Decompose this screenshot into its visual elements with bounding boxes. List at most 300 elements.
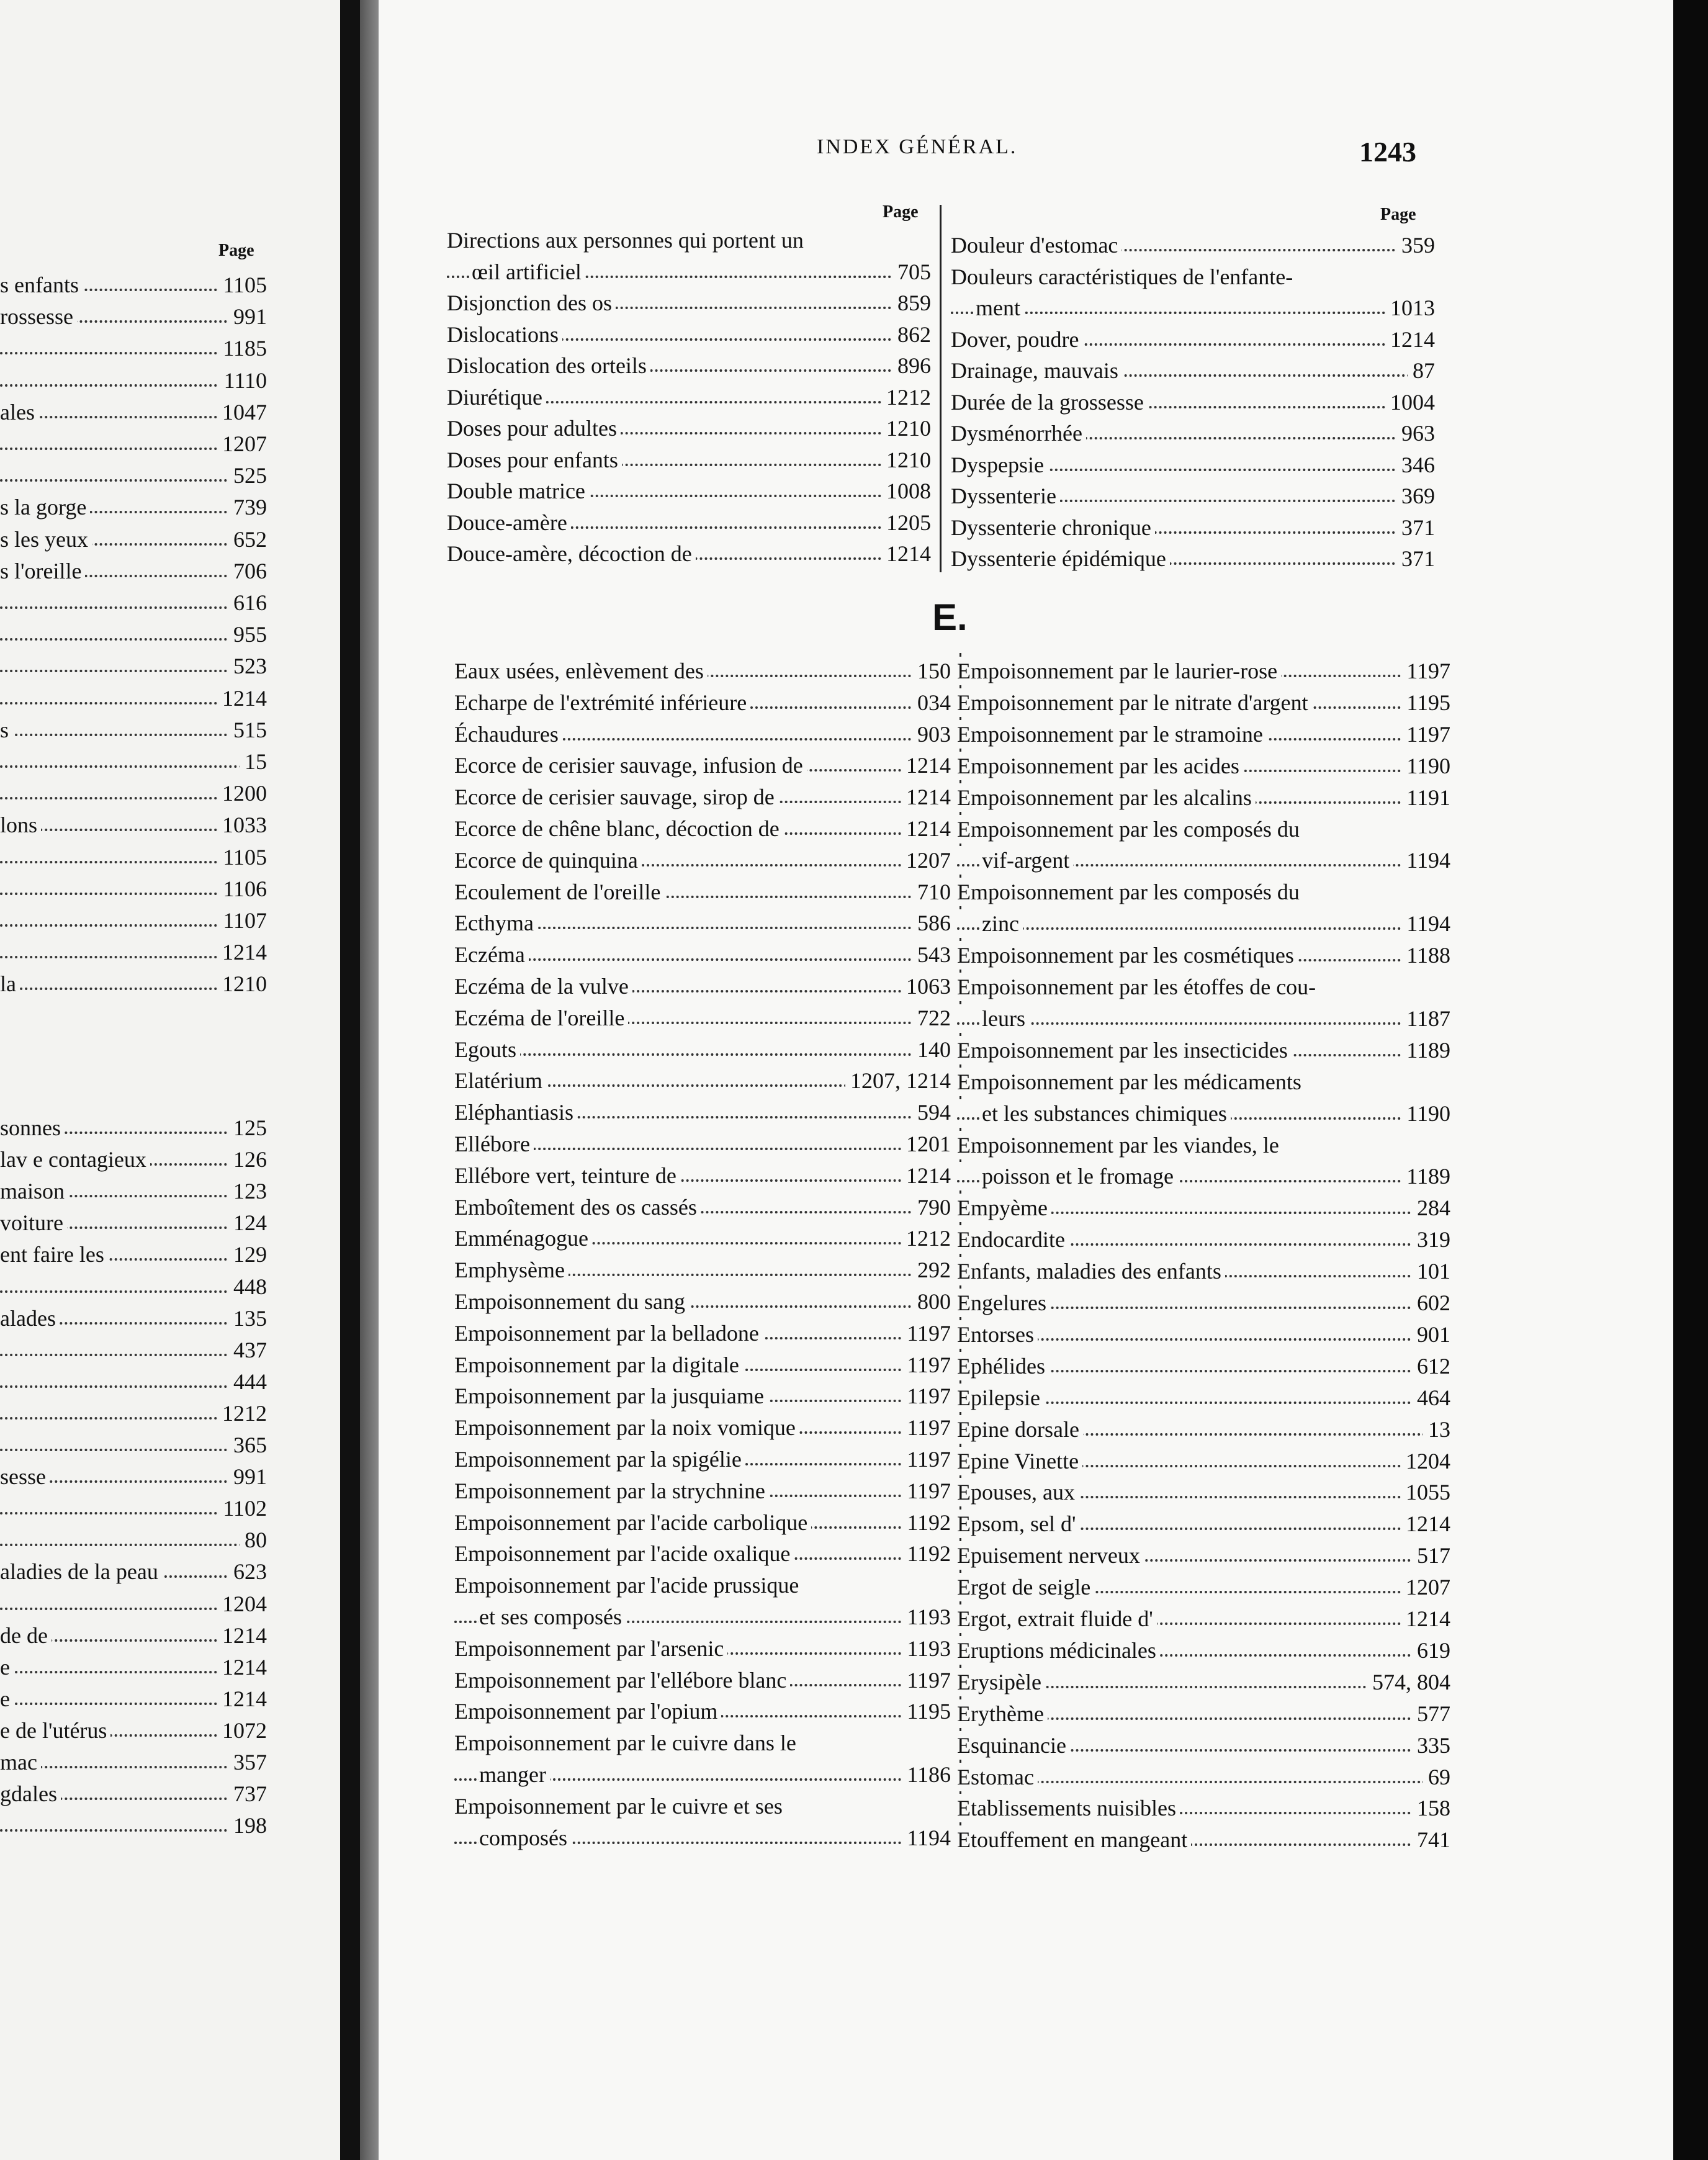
entry-page: 371 (1396, 544, 1435, 573)
entry-page: 1207 (1401, 1573, 1450, 1601)
entry-label: Eczéma (454, 940, 529, 969)
index-entry (447, 383, 931, 412)
entry-page: 448 (228, 1272, 267, 1301)
index-entry (454, 1098, 951, 1127)
entry-label: Empoisonnement par les médicaments (957, 1068, 1305, 1096)
entry-page: 101 (1412, 1257, 1450, 1285)
index-entry (951, 513, 1435, 542)
entry-label: Eléphantiasis (454, 1098, 577, 1127)
entry-page: 69 (1423, 1763, 1450, 1791)
index-entry (447, 289, 931, 317)
index-entry (454, 814, 951, 843)
index-entry (454, 1161, 951, 1190)
entry-label: Ellébore vert, teinture de (454, 1161, 680, 1190)
entry-page: 1194 (1401, 846, 1450, 875)
entry-label: Etablissements nuisibles (957, 1794, 1180, 1822)
index-entry (0, 1208, 267, 1237)
entry-page: 1210 (217, 970, 267, 998)
entry-page: 1105 (218, 271, 267, 299)
entry-label: Dover, poudre (951, 325, 1083, 354)
entry-label: Dyssenterie épidémique (951, 544, 1170, 573)
dot-leader (957, 1022, 1450, 1025)
index-entry (0, 461, 267, 490)
index-entry (0, 620, 267, 649)
entry-label: Echarpe de l'extrémité inférieure (454, 688, 750, 717)
entry-page: 722 (912, 1004, 951, 1032)
entry-label: Ecorce de cerisier sauvage, infusion de (454, 751, 807, 780)
entry-label: Double matrice (447, 477, 589, 505)
entry-page: 365 (228, 1431, 267, 1459)
entry-page: 1055 (1401, 1478, 1450, 1506)
entry-label: s la gorge (0, 493, 90, 521)
entry-page: 357 (228, 1748, 267, 1776)
entry-label: Empoisonnement par le cuivre et ses (454, 1792, 786, 1820)
entry-label: s (0, 716, 12, 744)
entry-page: 1197 (902, 1413, 951, 1442)
index-entry (447, 320, 931, 349)
entry-label: Empoisonnement par le stramoine (957, 720, 1267, 749)
entry-label: Ellébore (454, 1130, 534, 1158)
index-entry (454, 846, 951, 875)
entry-page: 1197 (902, 1382, 951, 1410)
entry-page: 1192 (902, 1539, 951, 1568)
index-entry (454, 1224, 951, 1253)
entry-label: Empoisonnement par l'ellébore blanc (454, 1666, 790, 1694)
index-entry (957, 1415, 1450, 1444)
entry-label: ment (976, 294, 1024, 322)
index-entry (454, 1729, 951, 1757)
entry-label: alades (0, 1304, 60, 1333)
index-entry (454, 1319, 951, 1348)
dot-leader (0, 479, 267, 482)
entry-page: 1214 (901, 814, 951, 843)
entry-page: 1212 (217, 1399, 267, 1428)
entry-label: mac (0, 1748, 41, 1776)
entry-page: 292 (912, 1256, 951, 1284)
entry-page: 346 (1396, 451, 1435, 479)
entry-page: 1107 (218, 906, 267, 935)
dot-leader (0, 1829, 267, 1832)
entry-page: 1193 (902, 1634, 951, 1663)
entry-label: Epine Vinette (957, 1447, 1082, 1475)
index-entry (0, 1336, 267, 1364)
dot-leader (0, 1385, 267, 1388)
index-entry (0, 271, 267, 299)
index-entry (454, 1760, 951, 1789)
page-number: 1243 (1359, 136, 1416, 168)
entry-label: Empoisonnement par les viandes, le (957, 1131, 1283, 1159)
index-entry (447, 446, 931, 474)
left-page (0, 0, 340, 2160)
index-entry (454, 1256, 951, 1284)
index-entry (0, 1590, 267, 1618)
entry-label: Endocardite (957, 1225, 1069, 1254)
entry-page: 150 (912, 657, 951, 685)
entry-page: 126 (228, 1145, 267, 1174)
index-entry (454, 1539, 951, 1568)
entry-label: Empoisonnement par les acides (957, 752, 1243, 780)
entry-page: 335 (1412, 1731, 1450, 1760)
entry-page: 1191 (1401, 783, 1450, 812)
dot-leader (454, 958, 951, 961)
index-entry (454, 1066, 951, 1095)
index-entry (0, 1653, 267, 1681)
dot-leader (0, 638, 267, 641)
entry-label: composés (479, 1824, 571, 1852)
entry-label: Durée de la grossesse (951, 388, 1148, 416)
index-entry (957, 909, 1450, 938)
dot-leader (0, 1354, 267, 1356)
index-entry (0, 716, 267, 744)
entry-page: 1207 (901, 846, 951, 875)
index-entry (0, 684, 267, 713)
entry-label: Empoisonnement par la digitale (454, 1351, 743, 1379)
entry-page: 1106 (218, 875, 267, 903)
index-entry (454, 688, 951, 717)
index-entry (454, 1445, 951, 1474)
index-entry (0, 525, 267, 554)
entry-label: Empoisonnement par la spigélie (454, 1445, 745, 1474)
entry-label: s enfants (0, 271, 83, 299)
entry-page: 991 (228, 1462, 267, 1491)
entry-page: 1197 (902, 1477, 951, 1505)
entry-label: leurs (982, 1004, 1029, 1033)
index-entry (447, 539, 931, 568)
entry-label: voiture (0, 1208, 67, 1237)
index-entry (0, 1748, 267, 1776)
index-entry (957, 1352, 1450, 1380)
section-letter-e: E. (932, 596, 968, 638)
index-entry (454, 1193, 951, 1222)
entry-page: 034 (912, 688, 951, 717)
dot-leader (0, 670, 267, 672)
dot-leader (454, 1053, 951, 1056)
index-entry (447, 351, 931, 380)
index-entry (0, 588, 267, 617)
entry-page: 1204 (1401, 1447, 1450, 1475)
entry-page: 710 (912, 878, 951, 906)
index-entry (957, 1541, 1450, 1570)
entry-page: 1214 (901, 751, 951, 780)
index-entry (454, 1508, 951, 1537)
entry-label: Eczéma de la vulve (454, 972, 632, 1001)
entry-label: Empoisonnement par l'arsenic (454, 1634, 727, 1663)
index-entry (957, 1131, 1450, 1159)
index-entry (957, 1794, 1450, 1822)
index-entry (957, 1036, 1450, 1064)
entry-page: 1207 (217, 430, 267, 458)
entry-label: et les substances chimiques (982, 1099, 1231, 1128)
entry-label: maison (0, 1177, 68, 1205)
entry-label: Emphysème (454, 1256, 569, 1284)
entry-label: Disjonction des os (447, 289, 616, 317)
entry-page: 1102 (218, 1494, 267, 1523)
index-entry (0, 1494, 267, 1523)
entry-page: 1192 (902, 1508, 951, 1537)
entry-page: 319 (1412, 1225, 1450, 1254)
entry-label: Ecorce de chêne blanc, décoction de (454, 814, 783, 843)
entry-label: Empoisonnement par l'acide prussique (454, 1571, 802, 1600)
index-entry (0, 1557, 267, 1586)
entry-label: Empoisonnement par les étoffes de cou- (957, 973, 1319, 1001)
index-entry (0, 1462, 267, 1491)
index-entry (957, 688, 1450, 717)
entry-page: 737 (228, 1780, 267, 1808)
entry-label: Erysipèle (957, 1668, 1045, 1696)
index-entry (951, 388, 1435, 416)
entry-page: 623 (228, 1557, 267, 1586)
index-entry (951, 419, 1435, 448)
entry-page: 437 (228, 1336, 267, 1364)
entry-page: 124 (228, 1208, 267, 1237)
index-entry (951, 451, 1435, 479)
entry-label: Empoisonnement par le laurier-rose (957, 657, 1281, 685)
dot-leader (957, 927, 1450, 930)
entry-page: 963 (1396, 419, 1435, 448)
entry-page: 1214 (1385, 325, 1435, 354)
entry-label: e (0, 1653, 14, 1681)
index-entry (0, 302, 267, 331)
entry-label: Eczéma de l'oreille (454, 1004, 628, 1032)
entry-label: Epilepsie (957, 1384, 1044, 1412)
entry-page: 87 (1408, 356, 1435, 385)
dot-leader (0, 606, 267, 609)
index-entry (0, 557, 267, 585)
entry-page: 1214 (901, 1161, 951, 1190)
entry-page: 991 (228, 302, 267, 331)
d-right-page-label: Page (1380, 205, 1416, 224)
index-entry (957, 1289, 1450, 1317)
entry-label: Ephélides (957, 1352, 1049, 1380)
index-entry (454, 1571, 951, 1600)
dot-leader (0, 1290, 267, 1293)
index-entry (957, 1510, 1450, 1538)
entry-page: 158 (1412, 1794, 1450, 1822)
entry-label: Diurétique (447, 383, 546, 412)
entry-label: s l'oreille (0, 557, 85, 585)
entry-page: 15 (240, 747, 267, 776)
entry-page: 369 (1396, 482, 1435, 510)
entry-page: 1193 (902, 1603, 951, 1631)
entry-page: 1194 (1401, 909, 1450, 938)
entry-label: Dyssenterie (951, 482, 1060, 510)
entry-page: 1214 (901, 783, 951, 811)
index-entry (957, 1162, 1450, 1190)
entry-label: Epouses, aux (957, 1478, 1079, 1506)
book-gutter (340, 0, 360, 2160)
entry-label: Ecorce de quinquina (454, 846, 642, 875)
entry-label: e de l'utérus (0, 1716, 110, 1745)
entry-label: Empoisonnement du sang (454, 1287, 689, 1316)
right-edge (1673, 0, 1708, 2160)
entry-page: 1008 (881, 477, 931, 505)
index-entry (957, 1320, 1450, 1349)
entry-page: 135 (228, 1304, 267, 1333)
entry-page: 198 (228, 1811, 267, 1840)
entry-page: 741 (1412, 1825, 1450, 1854)
entry-page: 896 (892, 351, 931, 380)
index-entry (454, 783, 951, 811)
index-entry (951, 325, 1435, 354)
entry-page: 1212 (901, 1224, 951, 1253)
index-entry (0, 1431, 267, 1459)
entry-page: 1189 (1401, 1036, 1450, 1064)
entry-page: 1201 (901, 1130, 951, 1158)
index-entry (957, 1668, 1450, 1696)
entry-page: 602 (1412, 1289, 1450, 1317)
entry-page: 859 (892, 289, 931, 317)
entry-page: 1187 (1401, 1004, 1450, 1033)
entry-label: Dislocations (447, 320, 562, 349)
index-entry (447, 508, 931, 537)
entry-label: œil artificiel (472, 258, 585, 286)
index-entry (447, 477, 931, 505)
index-entry (0, 1780, 267, 1808)
entry-label: et ses composés (479, 1603, 626, 1631)
index-entry (0, 843, 267, 871)
index-entry (957, 1636, 1450, 1665)
index-entry (957, 1068, 1450, 1096)
entry-label: Dislocation des orteils (447, 351, 650, 380)
index-entry (957, 752, 1450, 780)
d-column-divider (940, 205, 942, 572)
index-entry (0, 1177, 267, 1205)
index-entry (0, 334, 267, 362)
index-entry (454, 1697, 951, 1726)
index-entry (957, 1384, 1450, 1412)
entry-page: 1197 (1401, 720, 1450, 749)
entry-label: Engelures (957, 1289, 1050, 1317)
entry-page: 125 (228, 1114, 267, 1142)
index-entry (0, 1716, 267, 1745)
entry-label: Directions aux personnes qui portent un (447, 226, 807, 254)
entry-label: poisson et le fromage (982, 1162, 1177, 1190)
entry-label: Douleurs caractéristiques de l'enfante- (951, 263, 1297, 291)
entry-page: 1212 (881, 383, 931, 412)
entry-page: 1047 (217, 398, 267, 426)
entry-page: 140 (912, 1035, 951, 1064)
entry-page: 1214 (217, 684, 267, 713)
entry-page: 706 (228, 557, 267, 585)
index-entry (957, 657, 1450, 685)
entry-label: Empoisonnement par la strychnine (454, 1477, 769, 1505)
entry-page: 284 (1412, 1194, 1450, 1222)
entry-page: 903 (912, 720, 951, 749)
entry-label: sonnes (0, 1114, 65, 1142)
index-entry (957, 1478, 1450, 1506)
index-entry (957, 1825, 1450, 1854)
dot-leader (0, 1544, 267, 1546)
entry-label: Egouts (454, 1035, 520, 1064)
entry-page: 1214 (217, 1685, 267, 1713)
index-entry (957, 1731, 1450, 1760)
index-entry (0, 906, 267, 935)
entry-page: 1186 (902, 1760, 951, 1789)
entry-label: Epuisement nerveux (957, 1541, 1144, 1570)
index-entry (957, 878, 1450, 906)
entry-page: 577 (1412, 1699, 1450, 1728)
entry-label: Empoisonnement par les cosmétiques (957, 941, 1298, 970)
index-entry (0, 1811, 267, 1840)
entry-label: Eaux usées, enlèvement des (454, 657, 708, 685)
entry-page: 616 (228, 588, 267, 617)
index-entry (0, 652, 267, 680)
index-entry (454, 1824, 951, 1852)
entry-page: 1214 (1401, 1510, 1450, 1538)
running-header: INDEX GÉNÉRAL. (817, 135, 1018, 158)
entry-label: manger (479, 1760, 550, 1789)
dot-leader (0, 734, 267, 736)
entry-page: 574, 804 (1367, 1668, 1450, 1696)
entry-label: Empoisonnement par la jusquiame (454, 1382, 768, 1410)
entry-page: 790 (912, 1193, 951, 1222)
entry-label: ales (0, 398, 38, 426)
index-entry (0, 779, 267, 808)
index-entry (454, 1603, 951, 1631)
entry-label: ent faire les (0, 1240, 108, 1269)
index-entry (0, 1304, 267, 1333)
entry-page: 80 (240, 1526, 267, 1554)
entry-page: 1195 (902, 1697, 951, 1726)
entry-label: s les yeux (0, 525, 92, 554)
entry-page: 13 (1423, 1415, 1450, 1444)
index-entry (957, 1604, 1450, 1633)
entry-label: Douce-amère (447, 508, 571, 537)
index-entry (454, 909, 951, 937)
index-entry (951, 263, 1435, 291)
entry-page: 515 (228, 716, 267, 744)
index-entry (454, 972, 951, 1001)
entry-page: 594 (912, 1098, 951, 1127)
left-page-label: Page (218, 241, 254, 260)
index-entry (0, 398, 267, 426)
index-entry (0, 1685, 267, 1713)
entry-label: Empoisonnement par les alcalins (957, 783, 1256, 812)
entry-page: 1210 (881, 414, 931, 443)
entry-page: 955 (228, 620, 267, 649)
entry-label: Empoisonnement par la noix vomique (454, 1413, 799, 1442)
index-entry (951, 231, 1435, 259)
entry-page: 652 (228, 525, 267, 554)
entry-page: 523 (228, 652, 267, 680)
index-entry (957, 1194, 1450, 1222)
entry-page: 1204 (217, 1590, 267, 1618)
entry-page: 517 (1412, 1541, 1450, 1570)
entry-page: 1063 (901, 972, 951, 1001)
index-entry (0, 1145, 267, 1174)
entry-label: Emménagogue (454, 1224, 592, 1253)
entry-label: Ecorce de cerisier sauvage, sirop de (454, 783, 778, 811)
entry-label: e (0, 1685, 14, 1713)
index-entry (0, 875, 267, 903)
index-entry (454, 1666, 951, 1694)
entry-page: 1195 (1401, 688, 1450, 717)
entry-page: 1004 (1385, 388, 1435, 416)
entry-label: Empoisonnement par l'opium (454, 1697, 721, 1726)
entry-label: Douleur d'estomac (951, 231, 1121, 259)
entry-page: 1205 (881, 508, 931, 537)
entry-label: Dysménorrhée (951, 419, 1086, 448)
book-spine (360, 0, 379, 2160)
entry-label: Enfants, maladies des enfants (957, 1257, 1225, 1285)
dot-leader (0, 765, 267, 768)
index-entry (454, 1792, 951, 1820)
entry-page: 1197 (902, 1666, 951, 1694)
entry-label: Doses pour adultes (447, 414, 621, 443)
entry-page: 1188 (1401, 941, 1450, 970)
index-entry (454, 720, 951, 749)
entry-label: gdales (0, 1780, 61, 1808)
